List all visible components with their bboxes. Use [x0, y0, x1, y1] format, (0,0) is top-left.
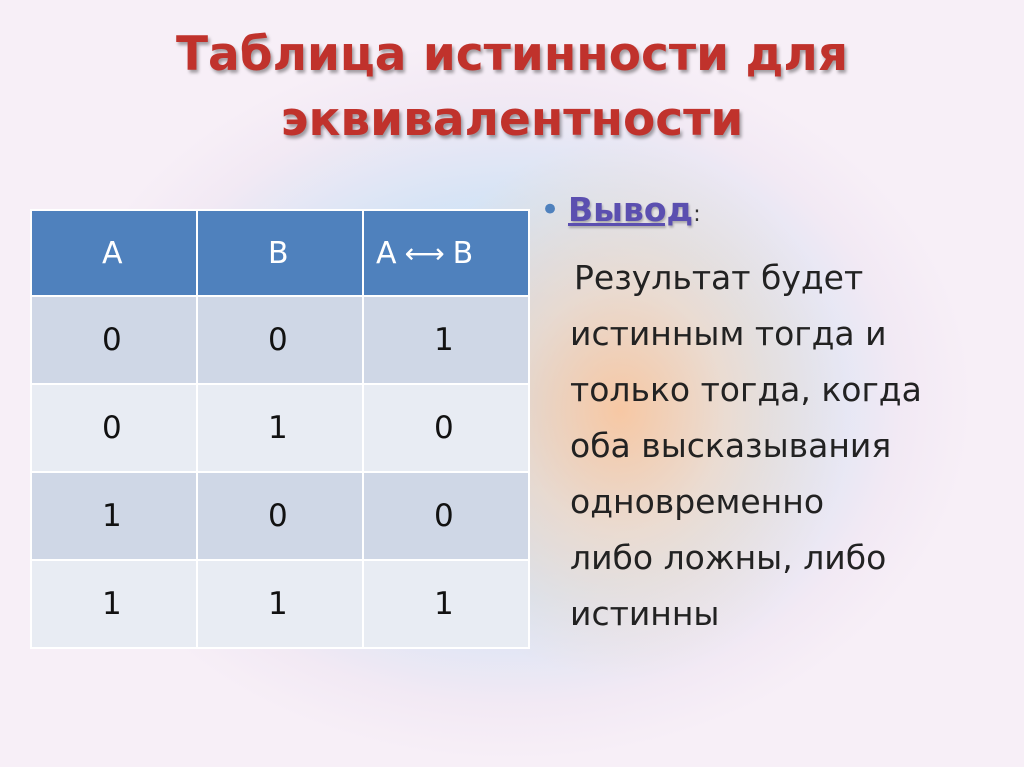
header-equivalence	[363, 210, 529, 296]
table-row	[31, 560, 529, 648]
table-row	[31, 472, 529, 560]
bullet-icon: •	[539, 190, 561, 230]
table-cell: 1	[363, 296, 529, 384]
header-equivalence-right: B	[452, 235, 474, 271]
table-cell: 0	[31, 296, 197, 384]
table-cell: 0	[197, 296, 363, 384]
table-cell: 0	[197, 472, 363, 560]
conclusion-label: Вывод	[568, 190, 694, 229]
table-row	[31, 384, 529, 472]
header-equivalence-left: A	[376, 235, 397, 271]
title-line-1: Таблица истинности для	[175, 27, 849, 82]
truth-table	[30, 209, 530, 649]
conclusion-heading	[532, 190, 1002, 230]
conclusion-line: Результат будет	[574, 258, 864, 297]
conclusion-line: оба высказывания	[570, 426, 892, 465]
conclusion-text	[570, 250, 1002, 642]
double-arrow-icon: ⟷	[404, 236, 445, 270]
header-a: A	[31, 210, 197, 296]
table-row	[31, 296, 529, 384]
table-cell: 1	[363, 560, 529, 648]
table-cell: 1	[197, 384, 363, 472]
table-cell: 0	[363, 384, 529, 472]
conclusion-line: либо ложны, либо	[570, 538, 887, 577]
slide-title	[0, 22, 1024, 152]
table-cell: 1	[197, 560, 363, 648]
conclusion-line: истинным тогда и	[570, 314, 887, 353]
table-cell: 1	[31, 560, 197, 648]
conclusion-line: одновременно	[570, 482, 825, 521]
header-b: B	[197, 210, 363, 296]
conclusion-line: только тогда, когда	[570, 370, 922, 409]
conclusion-line: истинны	[570, 594, 720, 633]
conclusion-block	[532, 190, 1002, 642]
table-header-row	[31, 210, 529, 296]
table-cell: 0	[31, 384, 197, 472]
table-cell: 1	[31, 472, 197, 560]
conclusion-colon: :	[693, 202, 701, 227]
table-cell: 0	[363, 472, 529, 560]
title-line-2: эквивалентности	[280, 92, 744, 147]
